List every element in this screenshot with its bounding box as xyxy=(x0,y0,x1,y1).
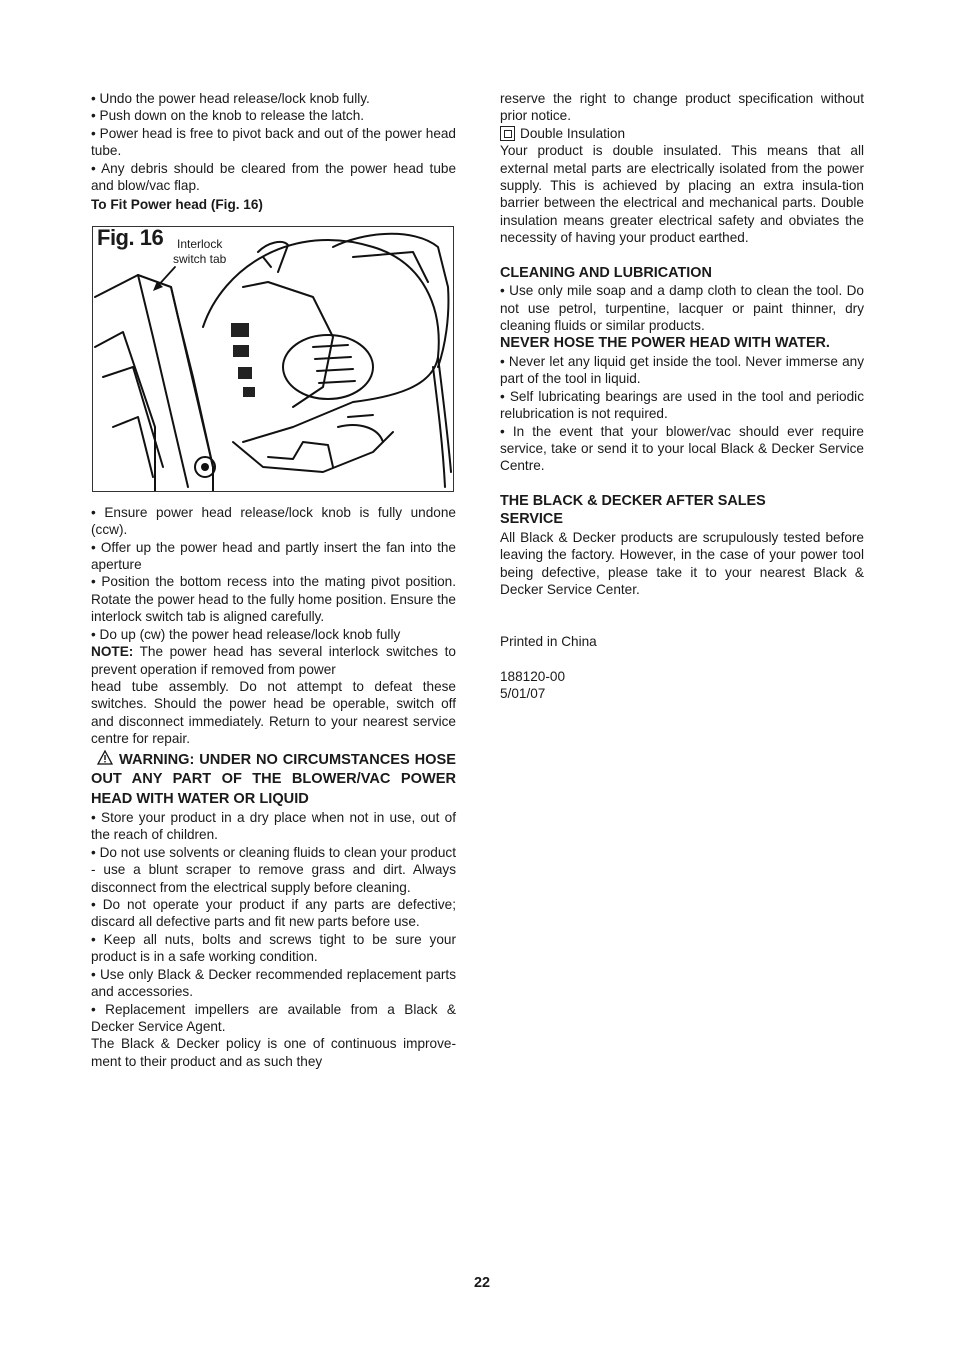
instruction-bullet: • Push down on the knob to release the latch. xyxy=(91,108,365,124)
care-bullet: • Store your product in a dry place when not in use, out of the reach of children. xyxy=(91,810,456,843)
service-heading: THE BLACK & DECKER AFTER SALES xyxy=(500,492,766,509)
left-column xyxy=(91,90,456,1070)
warning-triangle-icon xyxy=(97,750,113,765)
instruction-bullet: • Power head is free to pivot back and out of the power head tube. xyxy=(91,125,456,159)
note-paragraph xyxy=(91,643,456,678)
figure-16 xyxy=(92,226,454,492)
right-column xyxy=(500,90,864,703)
note-continued: head tube assembly. Do not attempt to defeat these switches. Should the power head be operable, switch off and disconnect immediately. Return to your nearest service centre for repair. xyxy=(91,678,456,747)
instruction-bullet: • Offer up the power head and partly insert the fan into the aperture xyxy=(91,539,456,573)
warning-text: WARNING: UNDER NO CIRCUMSTANCES HOSE OUT ANY PART OF THE BLOWER/VAC POWER HEAD WITH WATER OR LIQUID xyxy=(91,751,456,807)
policy-paragraph: The Black & Decker policy is one of continuous improve-ment to their product and as such they xyxy=(91,1036,456,1069)
never-hose-bullet: • Never let any liquid get inside the tool. Never immerse any part of the tool in liquid. xyxy=(500,353,864,387)
instruction-bullet: • Ensure power head release/lock knob is fully undone (ccw). xyxy=(91,504,456,538)
service-text: All Black & Decker products are scrupulously tested before leaving the factory. However, in the case of your power tool being defective, please take it to your nearest Black & Decker Service Center. xyxy=(500,529,864,597)
double-insulation-text: Your product is double insulated. This means that all external metal parts are electrically isolated from the power supply. This is achieved by placing an extra insula-tion barrier between the electrical and mechanical parts. Double insulation means greater electrical safety and obviates the necessity of having your product earthed. xyxy=(500,143,864,246)
service-heading-cont: SERVICE xyxy=(500,511,563,528)
care-bullet: • Do not operate your product if any parts are defective; discard all defective parts and fit new parts before use. xyxy=(91,897,456,930)
interlock-callout: Interlock switch tab xyxy=(173,236,227,266)
care-bullet: • Use only Black & Decker recommended replacement parts and accessories. xyxy=(91,966,456,1000)
print-date: 5/01/07 xyxy=(500,686,546,702)
instruction-bullet: • Position the bottom recess into the mating pivot position. Rotate the power head to the fully home position. Ensure the interlock switch tab is aligned carefully. xyxy=(91,574,456,625)
never-hose-heading: NEVER HOSE THE POWER HEAD WITH WATER. xyxy=(500,335,830,352)
part-number: 188120-00 xyxy=(500,668,566,684)
warning-paragraph xyxy=(91,750,456,810)
instruction-bullet: • Any debris should be cleared from the power head tube and blow/vac flap. xyxy=(91,160,456,194)
fit-power-head-heading: To Fit Power head (Fig. 16) xyxy=(91,197,263,213)
double-insulation-icon xyxy=(500,126,515,141)
printed-in: Printed in China xyxy=(500,634,597,650)
care-bullet: • Do not use solvents or cleaning fluids to clean your product - use a blunt scraper to remove grass and dirt. Always disconnect from the electrical supply before cleaning. xyxy=(91,844,456,895)
double-insulation-title: Double Insulation xyxy=(500,125,864,142)
note-text: The power head has several interlock switches to prevent operation if removed from power xyxy=(91,644,456,677)
care-bullet: • Keep all nuts, bolts and screws tight to be sure your product is in a safe working condition. xyxy=(91,931,456,965)
cleaning-text: • Use only mile soap and a damp cloth to clean the tool. Do not use petrol, turpentine, lacquer or paint thinner, dry cleaning fluids or similar products. xyxy=(500,283,864,333)
never-hose-bullet: • In the event that your blower/vac should ever require service, take or send it to your local Black & Decker Service Centre. xyxy=(500,423,864,474)
figure-label: Fig. 16 xyxy=(97,225,164,250)
power-head-illustration xyxy=(93,227,454,492)
page-number: 22 xyxy=(473,1275,490,1291)
cleaning-heading: CLEANING AND LUBRICATION xyxy=(500,264,712,281)
policy-continued: reserve the right to change product specification without prior notice. xyxy=(500,91,864,124)
note-label: NOTE: xyxy=(91,644,134,660)
care-bullet: • Replacement impellers are available from a Black & Decker Service Agent. xyxy=(91,1001,456,1034)
instruction-bullet: • Do up (cw) the power head release/lock knob fully xyxy=(91,626,401,642)
instruction-bullet: • Undo the power head release/lock knob fully. xyxy=(91,91,370,106)
never-hose-bullet: • Self lubricating bearings are used in the tool and periodic relubrication is not required. xyxy=(500,388,864,422)
